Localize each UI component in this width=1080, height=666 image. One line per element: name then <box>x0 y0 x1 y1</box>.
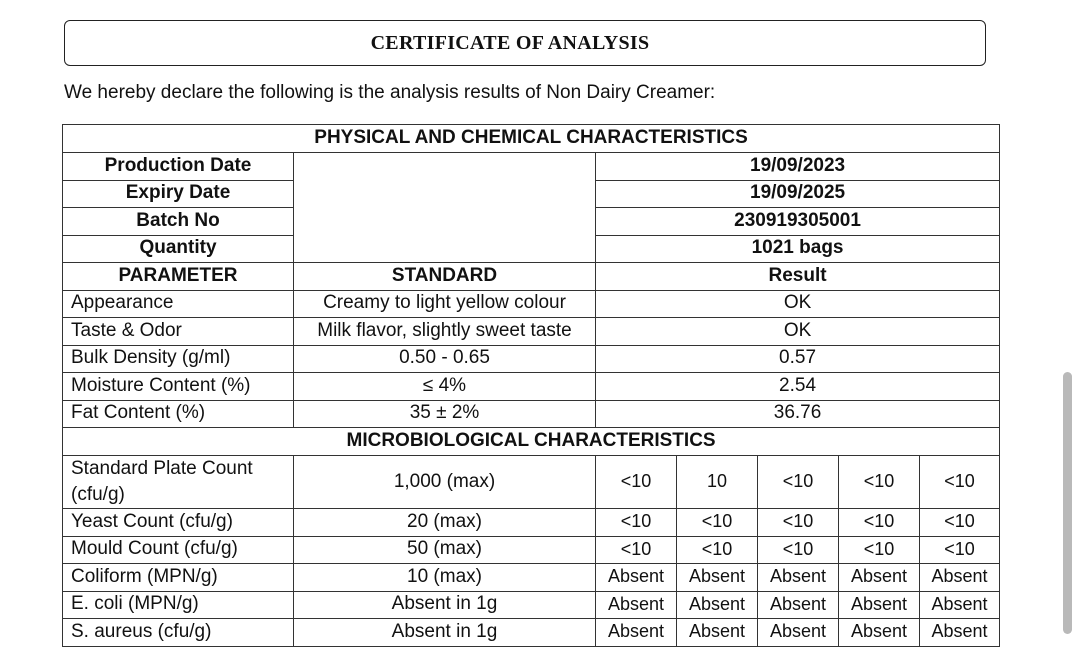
parameter-cell: Taste & Odor <box>63 318 294 346</box>
result-cell: Absent <box>596 564 677 592</box>
result-cell: <10 <box>677 536 758 564</box>
standard-cell: 0.50 - 0.65 <box>294 345 596 373</box>
physical-row <box>63 318 1000 346</box>
parameter-cell: Yeast Count (cfu/g) <box>63 509 294 537</box>
standard-cell: Creamy to light yellow colour <box>294 290 596 318</box>
result-cell: Absent <box>839 591 920 619</box>
parameter-cell: Bulk Density (g/ml) <box>63 345 294 373</box>
parameter-cell: Mould Count (cfu/g) <box>63 536 294 564</box>
standard-cell: 50 (max) <box>294 536 596 564</box>
result-cell: <10 <box>677 509 758 537</box>
info-value: 19/09/2023 <box>596 153 1000 181</box>
parameter-cell: E. coli (MPN/g) <box>63 591 294 619</box>
physical-row <box>63 290 1000 318</box>
result-cell: Absent <box>839 619 920 647</box>
declaration-text: We hereby declare the following is the analysis results of Non Dairy Creamer: <box>64 82 716 103</box>
physical-section-header: PHYSICAL AND CHEMICAL CHARACTERISTICS <box>63 125 1000 153</box>
result-cell: <10 <box>839 509 920 537</box>
result-cell: <10 <box>839 456 920 509</box>
info-row <box>63 153 1000 181</box>
certificate-title-box <box>64 20 986 66</box>
result-cell: 36.76 <box>596 400 1000 428</box>
physical-row <box>63 400 1000 428</box>
result-cell: Absent <box>596 619 677 647</box>
physical-row <box>63 345 1000 373</box>
micro-section-header: MICROBIOLOGICAL CHARACTERISTICS <box>63 428 1000 456</box>
analysis-table <box>62 124 1000 647</box>
micro-row <box>63 456 1000 509</box>
result-column-header: Result <box>596 263 1000 291</box>
micro-row <box>63 509 1000 537</box>
result-cell: Absent <box>758 564 839 592</box>
standard-cell: Absent in 1g <box>294 619 596 647</box>
result-cell: <10 <box>596 509 677 537</box>
result-cell: 0.57 <box>596 345 1000 373</box>
standard-cell: 20 (max) <box>294 509 596 537</box>
standard-cell: ≤ 4% <box>294 373 596 401</box>
parameter-cell: S. aureus (cfu/g) <box>63 619 294 647</box>
result-cell: <10 <box>920 509 1000 537</box>
parameter-cell: Standard Plate Count (cfu/g) <box>63 456 294 509</box>
result-cell: <10 <box>758 536 839 564</box>
result-cell: Absent <box>839 564 920 592</box>
result-cell: <10 <box>596 536 677 564</box>
standard-cell: 10 (max) <box>294 564 596 592</box>
parameter-cell: Appearance <box>63 290 294 318</box>
certificate-title: CERTIFICATE OF ANALYSIS <box>370 31 650 54</box>
result-cell: <10 <box>596 456 677 509</box>
standard-column-header: STANDARD <box>294 263 596 291</box>
result-cell: Absent <box>758 591 839 619</box>
result-cell: <10 <box>758 456 839 509</box>
micro-row <box>63 619 1000 647</box>
micro-row <box>63 591 1000 619</box>
result-cell: Absent <box>596 591 677 619</box>
result-cell: OK <box>596 318 1000 346</box>
physical-row <box>63 373 1000 401</box>
result-cell: <10 <box>920 456 1000 509</box>
micro-row <box>63 536 1000 564</box>
standard-cell: 1,000 (max) <box>294 456 596 509</box>
parameter-cell: Fat Content (%) <box>63 400 294 428</box>
micro-row <box>63 564 1000 592</box>
info-label: Production Date <box>63 153 294 181</box>
result-cell: OK <box>596 290 1000 318</box>
result-cell: Absent <box>677 564 758 592</box>
physical-section-row <box>63 125 1000 153</box>
result-cell: Absent <box>920 619 1000 647</box>
vertical-scrollbar[interactable] <box>1063 372 1072 634</box>
column-header-row <box>63 263 1000 291</box>
standard-cell: 35 ± 2% <box>294 400 596 428</box>
result-cell: 10 <box>677 456 758 509</box>
info-value: 230919305001 <box>596 208 1000 236</box>
result-cell: Absent <box>677 619 758 647</box>
micro-section-row <box>63 428 1000 456</box>
parameter-column-header: PARAMETER <box>63 263 294 291</box>
info-label: Expiry Date <box>63 180 294 208</box>
standard-cell: Absent in 1g <box>294 591 596 619</box>
parameter-cell: Coliform (MPN/g) <box>63 564 294 592</box>
result-cell: Absent <box>920 564 1000 592</box>
result-cell: Absent <box>677 591 758 619</box>
result-cell: 2.54 <box>596 373 1000 401</box>
result-cell: <10 <box>920 536 1000 564</box>
info-label: Quantity <box>63 235 294 263</box>
info-blank-cell <box>294 153 596 263</box>
info-label: Batch No <box>63 208 294 236</box>
result-cell: <10 <box>839 536 920 564</box>
standard-cell: Milk flavor, slightly sweet taste <box>294 318 596 346</box>
info-value: 1021 bags <box>596 235 1000 263</box>
result-cell: <10 <box>758 509 839 537</box>
result-cell: Absent <box>758 619 839 647</box>
parameter-cell: Moisture Content (%) <box>63 373 294 401</box>
info-value: 19/09/2025 <box>596 180 1000 208</box>
result-cell: Absent <box>920 591 1000 619</box>
